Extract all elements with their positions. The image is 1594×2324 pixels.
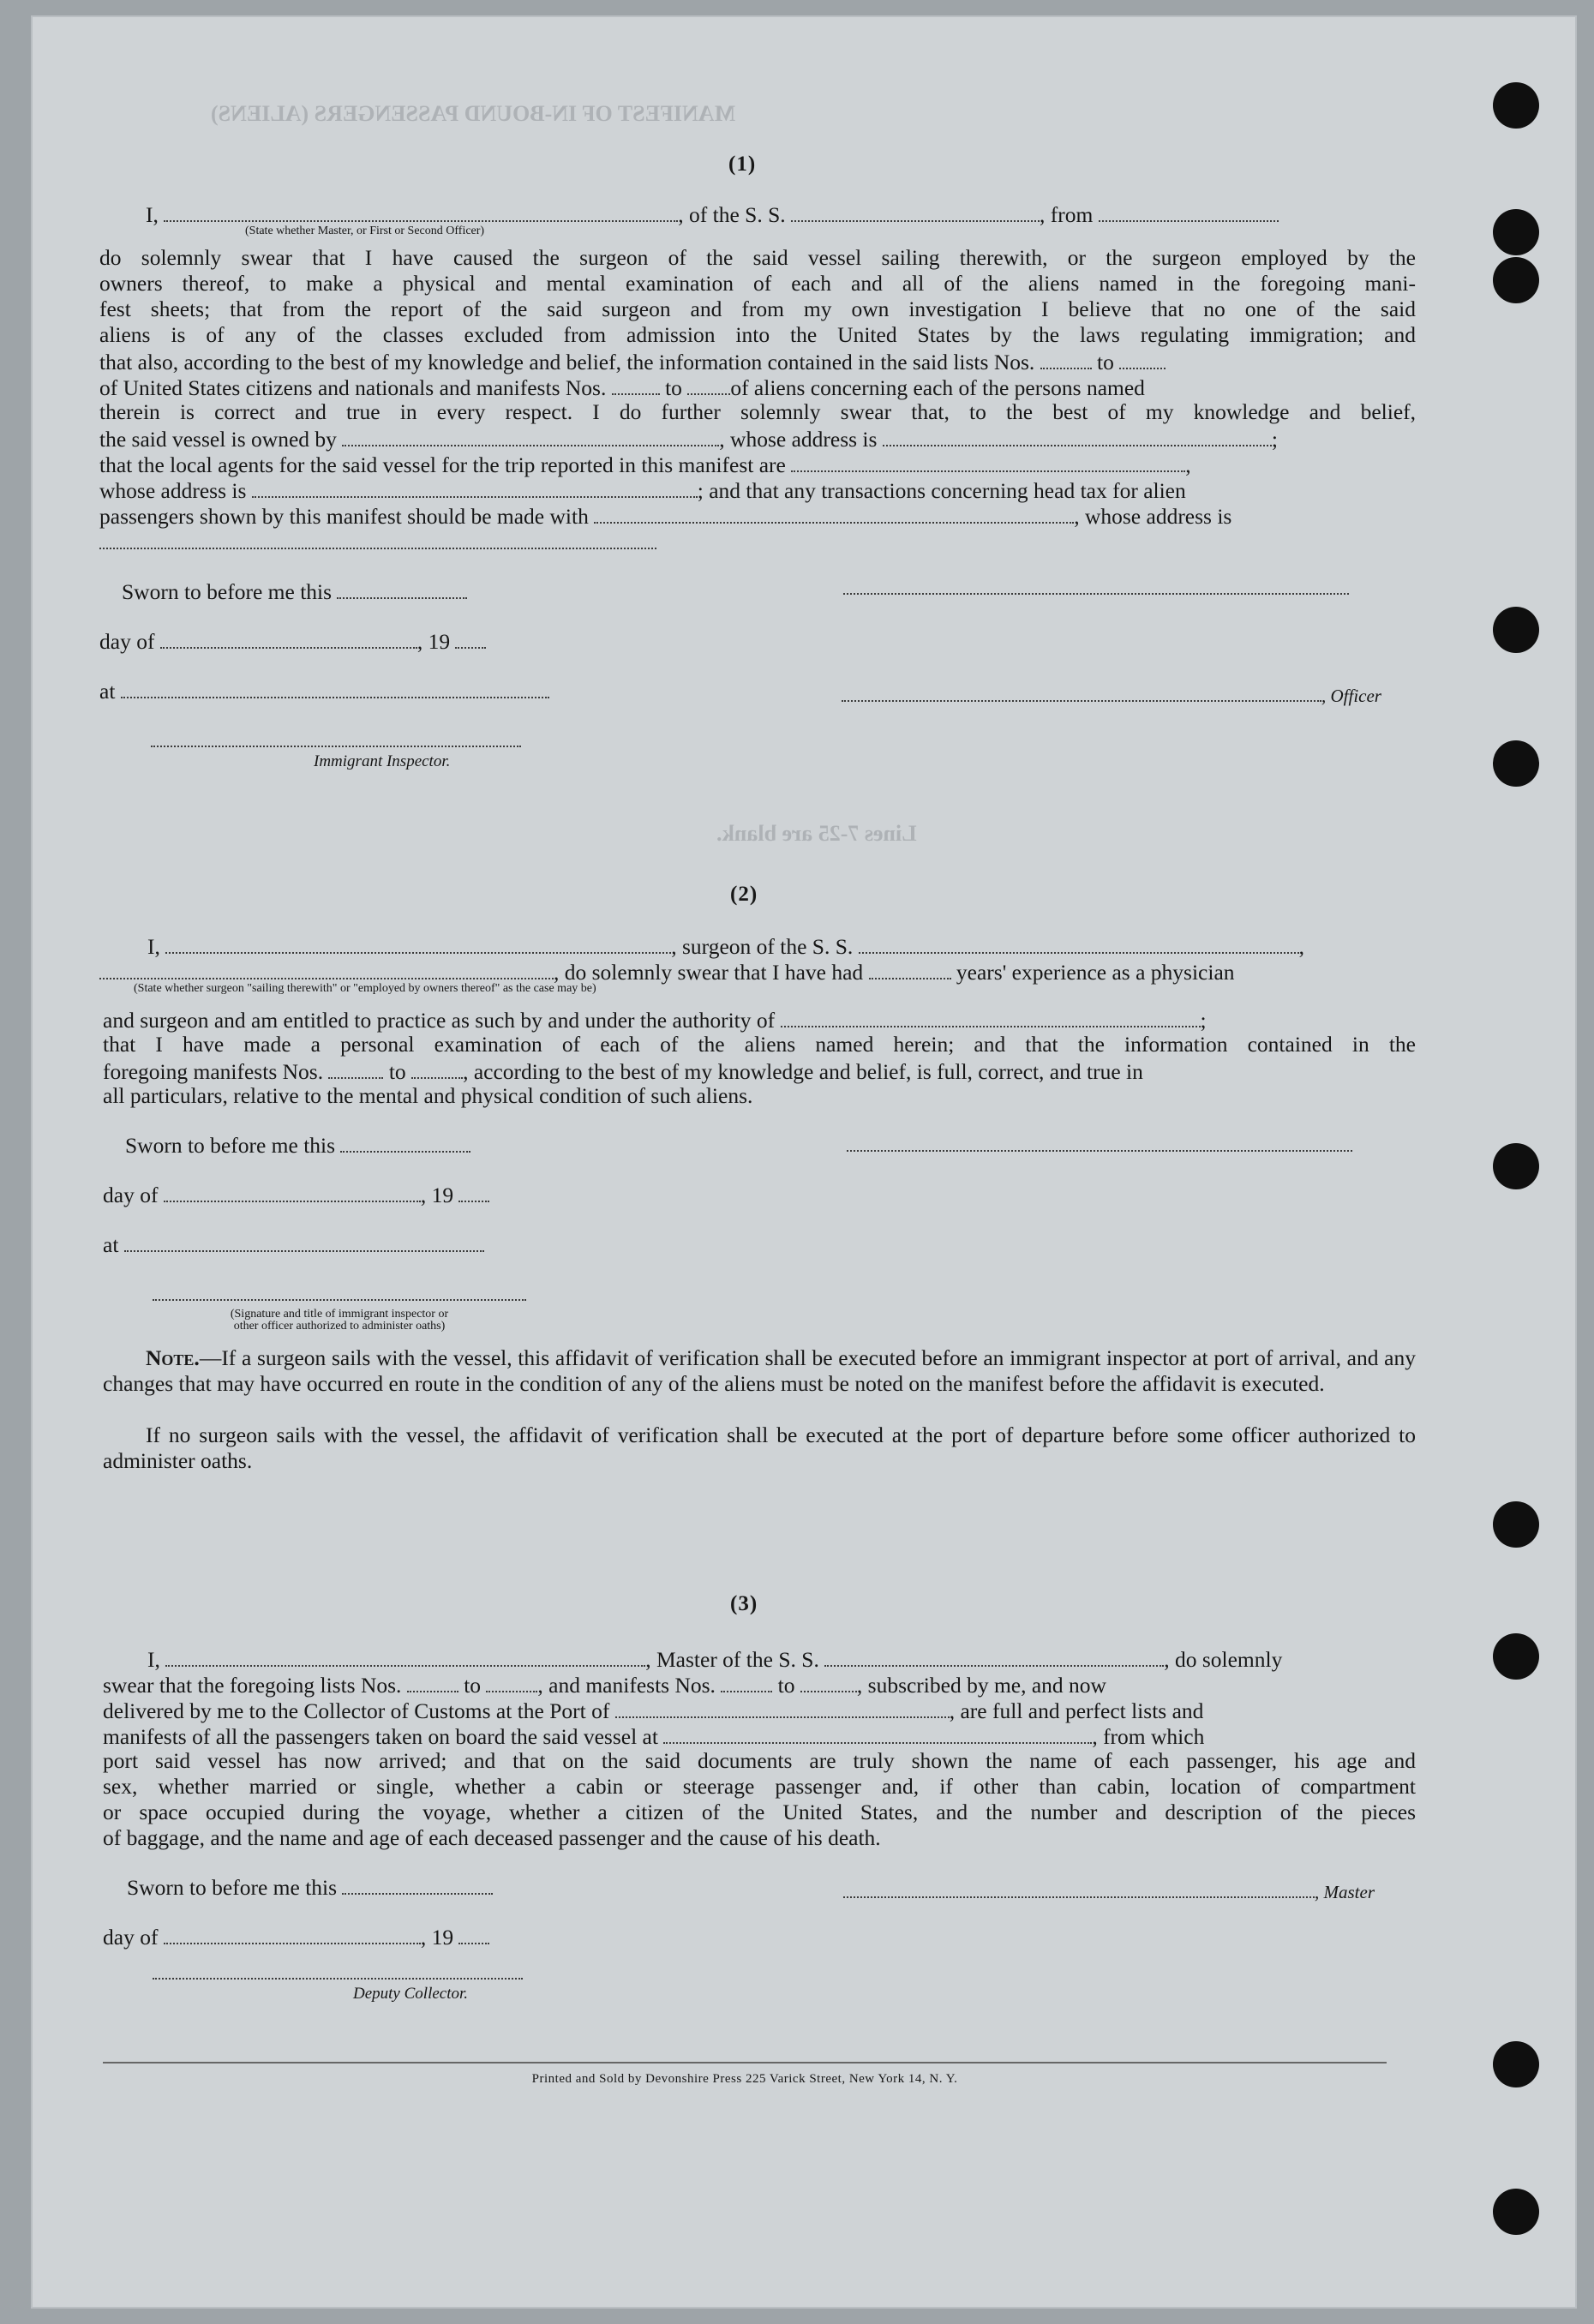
- master-signature-line: , Master: [843, 1877, 1375, 1905]
- collector-port-field[interactable]: [615, 1697, 950, 1718]
- master-lists-to-field[interactable]: [486, 1671, 537, 1692]
- section-2-at-line: at: [103, 1231, 484, 1257]
- vessel-name-field[interactable]: [791, 201, 1040, 222]
- signature-note-1: (Signature and title of immigrant inspector or: [230, 1308, 449, 1321]
- footer-rule: [103, 2062, 1387, 2063]
- section-1-opening-line: I, , of the S. S. , from: [146, 201, 1279, 227]
- surgeon-vessel-field[interactable]: [859, 932, 1299, 954]
- punch-hole: [1493, 1143, 1539, 1189]
- boarding-port-field[interactable]: [663, 1722, 1092, 1744]
- master-manifests-from-field[interactable]: [721, 1671, 772, 1692]
- punch-hole: [1493, 740, 1539, 787]
- surgeon-sworn-day-field[interactable]: [340, 1131, 470, 1153]
- head-tax-address-field[interactable]: [99, 528, 656, 549]
- owner-address-field[interactable]: [883, 425, 1272, 446]
- sworn-year-field[interactable]: [455, 627, 486, 649]
- master-name-field[interactable]: [165, 1645, 645, 1667]
- section-1-number: (1): [728, 153, 757, 176]
- authority-field[interactable]: [781, 1006, 1201, 1027]
- surgeon-name-field[interactable]: [165, 932, 671, 954]
- section-3-day-line: day of , 19: [103, 1923, 489, 1950]
- printer-footer: Printed and Sold by Devonshire Press 225 Varick Street, New York 14, N. Y.: [531, 2072, 958, 2086]
- sworn-place-field[interactable]: [121, 677, 549, 698]
- manifests-from-field[interactable]: [612, 374, 660, 395]
- bleed-through-text: MANIFEST OF IN-BOUND PASSENGERS (ALIENS) Lines 7-25 are blank.: [211, 101, 917, 846]
- section-1-upper-signature-line[interactable]: [843, 593, 1349, 595]
- surgeon-note-paragraph: Note.—If a surgeon sails with the vessel, this affidavit of verification shall be executed before an immigrant inspector at port of arrival, and any changes that may have occurred en route in the condition of any of the aliens must be noted on the manifest before the affidavit is executed.: [103, 1345, 1416, 1396]
- vessel-owner-field[interactable]: [342, 425, 719, 446]
- punch-hole: [1493, 2041, 1539, 2087]
- section-2-second-line: , do solemnly swear that I have had years' experience as a physician: [99, 958, 1235, 985]
- master-signature-field[interactable]: [843, 1877, 1315, 1898]
- head-tax-party-field[interactable]: [594, 502, 1074, 524]
- master-vessel-field[interactable]: [824, 1645, 1164, 1667]
- punch-hole: [1493, 2189, 1539, 2235]
- surgeon-sworn-year-field[interactable]: [458, 1181, 489, 1202]
- officer-signature-field[interactable]: [842, 680, 1321, 702]
- officer-name-field[interactable]: [164, 201, 678, 222]
- section-1-at-line: at: [99, 677, 549, 704]
- section-1-day-line: day of , 19: [99, 627, 486, 654]
- surgeon-status-field[interactable]: [99, 958, 554, 979]
- deputy-collector-signature-line[interactable]: [153, 1978, 523, 1980]
- agents-address-field[interactable]: [252, 476, 698, 498]
- sworn-month-field[interactable]: [160, 627, 417, 649]
- officer-rank-note: (State whether Master, or First or Second Officer): [245, 225, 485, 237]
- officer-signature-line: , Officer: [842, 680, 1381, 709]
- punch-hole: [1493, 82, 1539, 129]
- punch-hole: [1493, 1501, 1539, 1548]
- signature-note-2: other officer authorized to administer oaths): [233, 1320, 446, 1333]
- surgeon-manifests-to-field[interactable]: [411, 1057, 463, 1079]
- surgeon-manifests-from-field[interactable]: [328, 1057, 383, 1079]
- inspector-label: Immigrant Inspector.: [314, 752, 451, 770]
- surgeon-status-note: (State whether surgeon "sailing therewith" or "employed by owners thereof" as the case may be): [134, 982, 596, 995]
- section-2-opening-line: I, , surgeon of the S. S. ,: [147, 933, 1305, 959]
- punch-hole: [1493, 209, 1539, 255]
- section-2-number: (2): [730, 883, 758, 906]
- departure-port-field[interactable]: [1099, 201, 1279, 222]
- sworn-day-field[interactable]: [337, 578, 467, 599]
- section-2-day-line: day of , 19: [103, 1181, 489, 1207]
- lists-to-field[interactable]: [1119, 348, 1166, 369]
- document-page: MANIFEST OF IN-BOUND PASSENGERS (ALIENS) Lines 7-25 are blank. (1) I, , of the S. S. , from (State whether Master, or First or Second Officer) do solemnly swear that I have caused the surgeon of the said vessel sailing therewith, or the surgeon employed by the owners thereof, to make a physical and mental examination of each and all of the aliens named in the foregoing mani- fest sheets; that from the report of the said surgeon and from my own investigation I believe that no one of the said aliens is of any of the classes excluded from admission into the United States by the laws regulating immigration; and that also, according to the best of my knowledge and belief, the information contained in the said lists Nos. to of United States citizens and nationals and manifests Nos. to of aliens concerning each of the persons named therein is correct and true in every respect. I do further solemnly swear that, to the best of my knowledge and belief, the said vessel is owned by , whose address is ; that the local agents for the said vessel for the trip reported in this manifest are , whose address is ; and that any transactions concerning head tax for alien passengers shown by this manifest should be made with , whose address is Sworn to before me this day of , 19 at , Officer Immigrant Inspector. (2) I, , surgeon of the S. S. , , do solemnly swear that I have had years' experience as a physician (State whether surgeon "sailing therewith" or "employed by owners thereof" as the case may be) and surgeon and am entitled to practice as such by and under the authority of ; that I have made a personal examination of each of the aliens named herein; and that the information contained in the foregoing manifests Nos. to , according to the best of my knowledge and belief, is full, correct, and true in all particulars, relative to the mental and physical condition of such aliens. Sworn to before me this day of , 19 at (Signature and title of immigrant inspector or other officer authorized to administer oaths) Note.—If a surgeon sails with the vessel, this affidavit of verification shall be executed before an immigrant inspector at port of arrival, and any changes that may have occurred en route in the condition of any of the aliens must be noted on the manifest before the affidavit is executed. If no surgeon sails with the vessel, the affidavit of verification shall be executed at the port of departure before some officer authorized to administer oaths. (3) I, , Master of the S. S. , do solemnly swear that the foregoing lists Nos. to , and manifests Nos. to , subscribed by me, and now delivered by me to the Collector of Customs at the Port of , are full and perfect lists and manifests of all the passengers taken on board the said vessel at , from which port said vessel has now arrived; and that on the said documents are truly shown the name of each passenger, his age and sex, whether married or single, whether a cabin or steerage passenger and, if other than cabin, location of compartment or space occupied during the voyage, whether a citizen of the United States, and the number and description of the pieces of baggage, and the name and age of each deceased passenger and the cause of his death. Sworn to before me this , Master day of , 19 Deputy Collector. Printed and Sold by Devonshire Press 225 Varick Street, New York 14, N. Y.: [31, 15, 1577, 2309]
- master-lists-from-field[interactable]: [407, 1671, 458, 1692]
- punch-hole: [1493, 607, 1539, 653]
- surgeon-signature-line[interactable]: [847, 1150, 1352, 1152]
- surgeon-sworn-place-field[interactable]: [124, 1231, 484, 1252]
- inspector-signature-line[interactable]: [151, 746, 521, 747]
- lists-from-field[interactable]: [1040, 348, 1092, 369]
- master-manifests-to-field[interactable]: [800, 1671, 857, 1692]
- master-sworn-year-field[interactable]: [458, 1923, 489, 1944]
- punch-hole: [1493, 257, 1539, 303]
- deputy-collector-label: Deputy Collector.: [353, 1985, 469, 2003]
- section-1-sworn-line: Sworn to before me this: [122, 578, 467, 604]
- section-3-opening-line: I, , Master of the S. S. , do solemnly: [147, 1646, 1283, 1672]
- punch-hole: [1493, 1633, 1539, 1680]
- no-surgeon-note-paragraph: If no surgeon sails with the vessel, the affidavit of verification shall be executed at the port of departure before some officer authorized to administer oaths.: [103, 1423, 1416, 1473]
- local-agents-field[interactable]: [791, 451, 1185, 472]
- manifests-to-field[interactable]: [687, 374, 730, 395]
- years-experience-field[interactable]: [869, 958, 951, 979]
- administering-officer-signature-line[interactable]: [153, 1299, 526, 1301]
- master-sworn-day-field[interactable]: [342, 1873, 493, 1895]
- section-3-number: (3): [730, 1592, 758, 1615]
- master-sworn-month-field[interactable]: [164, 1923, 421, 1944]
- section-3-sworn-line: Sworn to before me this: [127, 1873, 493, 1900]
- surgeon-sworn-month-field[interactable]: [164, 1181, 421, 1202]
- section-2-sworn-line: Sworn to before me this: [125, 1131, 470, 1158]
